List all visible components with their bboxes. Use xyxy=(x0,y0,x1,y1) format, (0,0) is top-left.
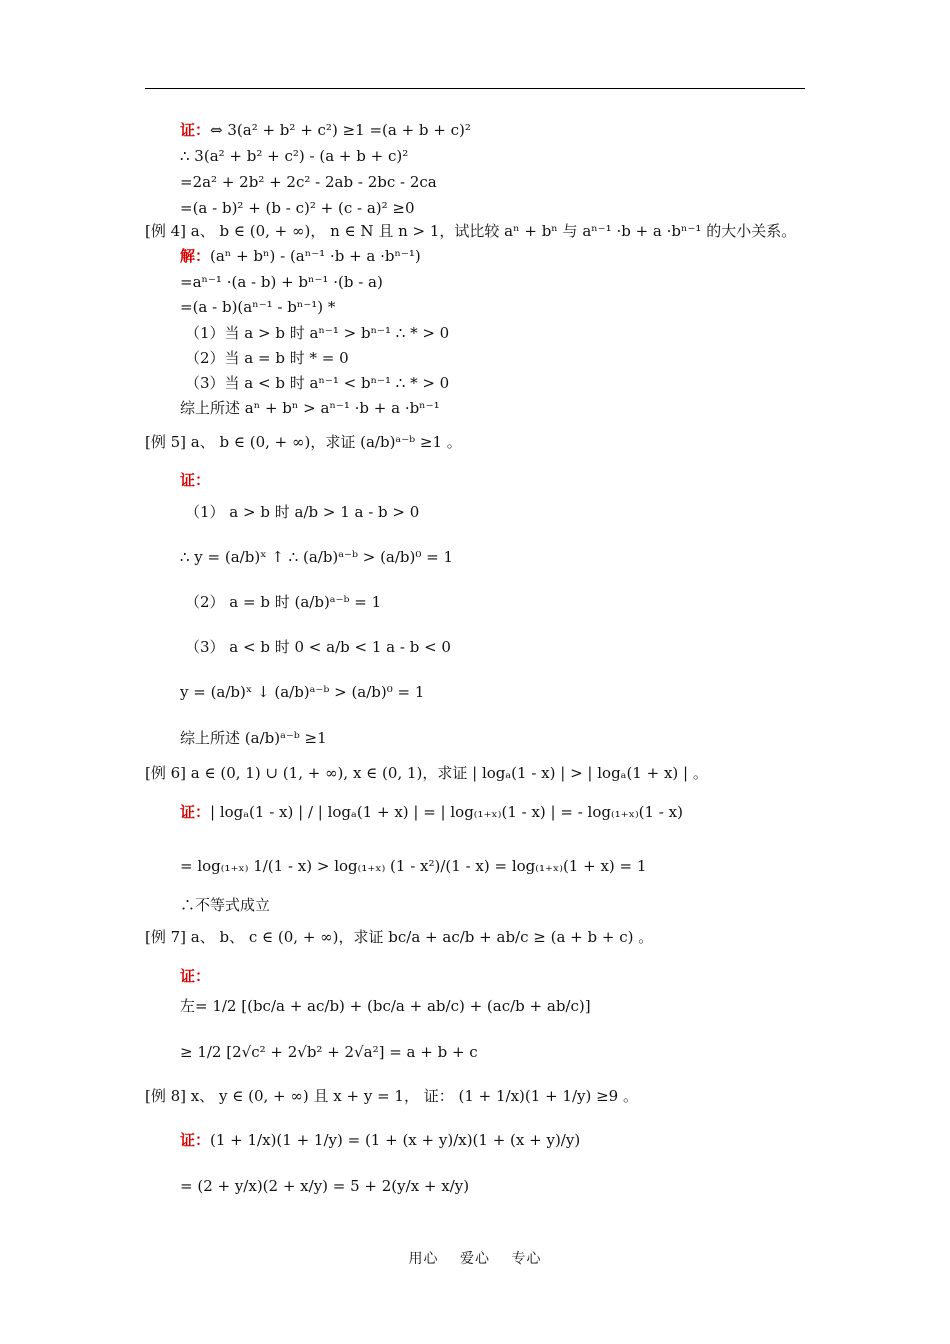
math-text: （2）当 a = b 时 * = 0 xyxy=(185,349,349,367)
math-line xyxy=(180,996,591,1016)
math-line xyxy=(180,547,453,567)
math-line xyxy=(145,763,708,783)
math-text: 综上所述 (a/b)ᵃ⁻ᵇ ≥1 xyxy=(180,729,327,747)
math-text: ∴不等式成立 xyxy=(180,896,271,914)
proof-label: 证： xyxy=(180,471,211,489)
math-line xyxy=(180,146,408,166)
proof-label: 解： xyxy=(180,247,211,265)
math-line xyxy=(180,470,210,490)
math-line xyxy=(180,120,471,140)
math-line xyxy=(185,637,451,657)
math-line xyxy=(185,592,381,612)
math-text: （1）当 a > b 时 aⁿ⁻¹ > bⁿ⁻¹ ∴ * > 0 xyxy=(185,324,450,342)
math-line xyxy=(185,502,419,522)
math-line xyxy=(145,1086,638,1106)
footer-word-1: 用心 xyxy=(408,1251,439,1267)
math-text: （2） a = b 时 (a/b)ᵃ⁻ᵇ = 1 xyxy=(185,593,382,611)
math-text: = log₍₁₊ₓ₎ 1/(1 - x) > log₍₁₊ₓ₎ (1 - x²)/(1 - x) = log₍₁₊ₓ₎(1 + x) = 1 xyxy=(180,857,647,875)
math-line xyxy=(180,856,646,876)
math-text: (aⁿ + bⁿ) - (aⁿ⁻¹ ·b + a ·bⁿ⁻¹) xyxy=(210,247,421,265)
math-text: [例 7] a、 b、 c ∈ (0, + ∞)，求证 bc/a + ac/b + ab/c ≥ (a + b + c) 。 xyxy=(145,928,654,946)
math-line xyxy=(180,682,424,702)
math-line xyxy=(180,398,440,418)
math-line xyxy=(180,728,327,748)
math-text: ∴ y = (a/b)ˣ ↑ ∴ (a/b)ᵃ⁻ᵇ > (a/b)⁰ = 1 xyxy=(180,548,454,566)
math-line xyxy=(180,1130,580,1150)
math-line xyxy=(180,272,383,292)
math-text: 左= 1/2 [(bc/a + ac/b) + (bc/a + ab/c) + (ac/b + ab/c)] xyxy=(180,997,591,1015)
math-line xyxy=(180,297,335,317)
math-text: y = (a/b)ˣ ↓ (a/b)ᵃ⁻ᵇ > (a/b)⁰ = 1 xyxy=(180,683,425,701)
math-text: （3） a < b 时 0 < a/b < 1 a - b < 0 xyxy=(185,638,451,656)
math-line xyxy=(185,373,449,393)
math-text: （1） a > b 时 a/b > 1 a - b > 0 xyxy=(185,503,420,521)
footer-word-2: 爱心 xyxy=(460,1251,490,1267)
math-line xyxy=(185,348,349,368)
math-text: (1 + 1/x)(1 + 1/y) = (1 + (x + y)/x)(1 + (x + y)/y) xyxy=(210,1131,581,1149)
proof-label: 证： xyxy=(180,967,211,985)
math-text: =2a² + 2b² + 2c² - 2ab - 2bc - 2ca xyxy=(180,173,437,191)
math-text: [例 8] x、 y ∈ (0, + ∞) 且 x + y = 1， 证： (1 + 1/x)(1 + 1/y) ≥9 。 xyxy=(145,1087,638,1105)
footer-word-3: 专心 xyxy=(511,1251,542,1267)
math-text: 综上所述 aⁿ + bⁿ > aⁿ⁻¹ ·b + a ·bⁿ⁻¹ xyxy=(180,399,440,417)
math-text: ≥ 1/2 [2√c² + 2√b² + 2√a²] = a + b + c xyxy=(180,1043,478,1061)
math-text: [例 6] a ∈ (0, 1) ∪ (1, + ∞), x ∈ (0, 1)，求证 | logₐ(1 - x) | > | logₐ(1 + x) | 。 xyxy=(145,764,708,782)
math-line xyxy=(180,198,415,218)
math-text: =aⁿ⁻¹ ·(a - b) + bⁿ⁻¹ ·(b - a) xyxy=(180,273,383,291)
math-line xyxy=(180,802,683,822)
math-text: ⇔ 3(a² + b² + c²) ≥1 =(a + b + c)² xyxy=(210,121,471,139)
math-line xyxy=(180,1176,469,1196)
header-rule xyxy=(145,88,805,89)
math-line xyxy=(180,1042,478,1062)
math-text: | logₐ(1 - x) | / | logₐ(1 + x) | = | log₍₁₊ₓ₎(1 - x) | = - log₍₁₊ₓ₎(1 - x) xyxy=(210,803,683,821)
math-text: =(a - b)(aⁿ⁻¹ - bⁿ⁻¹) * xyxy=(180,298,336,316)
math-text: = (2 + y/x)(2 + x/y) = 5 + 2(y/x + x/y) xyxy=(180,1177,470,1195)
proof-label: 证： xyxy=(180,1131,211,1149)
math-line xyxy=(145,432,462,452)
math-line xyxy=(180,966,210,986)
math-line xyxy=(185,323,449,343)
proof-label: 证： xyxy=(180,803,211,821)
math-line xyxy=(145,221,796,241)
math-line xyxy=(145,927,653,947)
page-footer xyxy=(0,1248,950,1268)
proof-label: 证： xyxy=(180,121,211,139)
math-line xyxy=(180,172,437,192)
math-text: （3）当 a < b 时 aⁿ⁻¹ < bⁿ⁻¹ ∴ * > 0 xyxy=(185,374,450,392)
math-text: =(a - b)² + (b - c)² + (c - a)² ≥0 xyxy=(180,199,415,217)
math-line xyxy=(180,246,421,266)
math-text: [例 5] a、 b ∈ (0, + ∞)，求证 (a/b)ᵃ⁻ᵇ ≥1 。 xyxy=(145,433,462,451)
math-text: ∴ 3(a² + b² + c²) - (a + b + c)² xyxy=(180,147,409,165)
math-line xyxy=(180,895,270,915)
math-text: [例 4] a、 b ∈ (0, + ∞)， n ∈ N 且 n > 1，试比较 aⁿ + bⁿ 与 aⁿ⁻¹ ·b + a ·bⁿ⁻¹ 的大小关系。 xyxy=(145,222,797,240)
